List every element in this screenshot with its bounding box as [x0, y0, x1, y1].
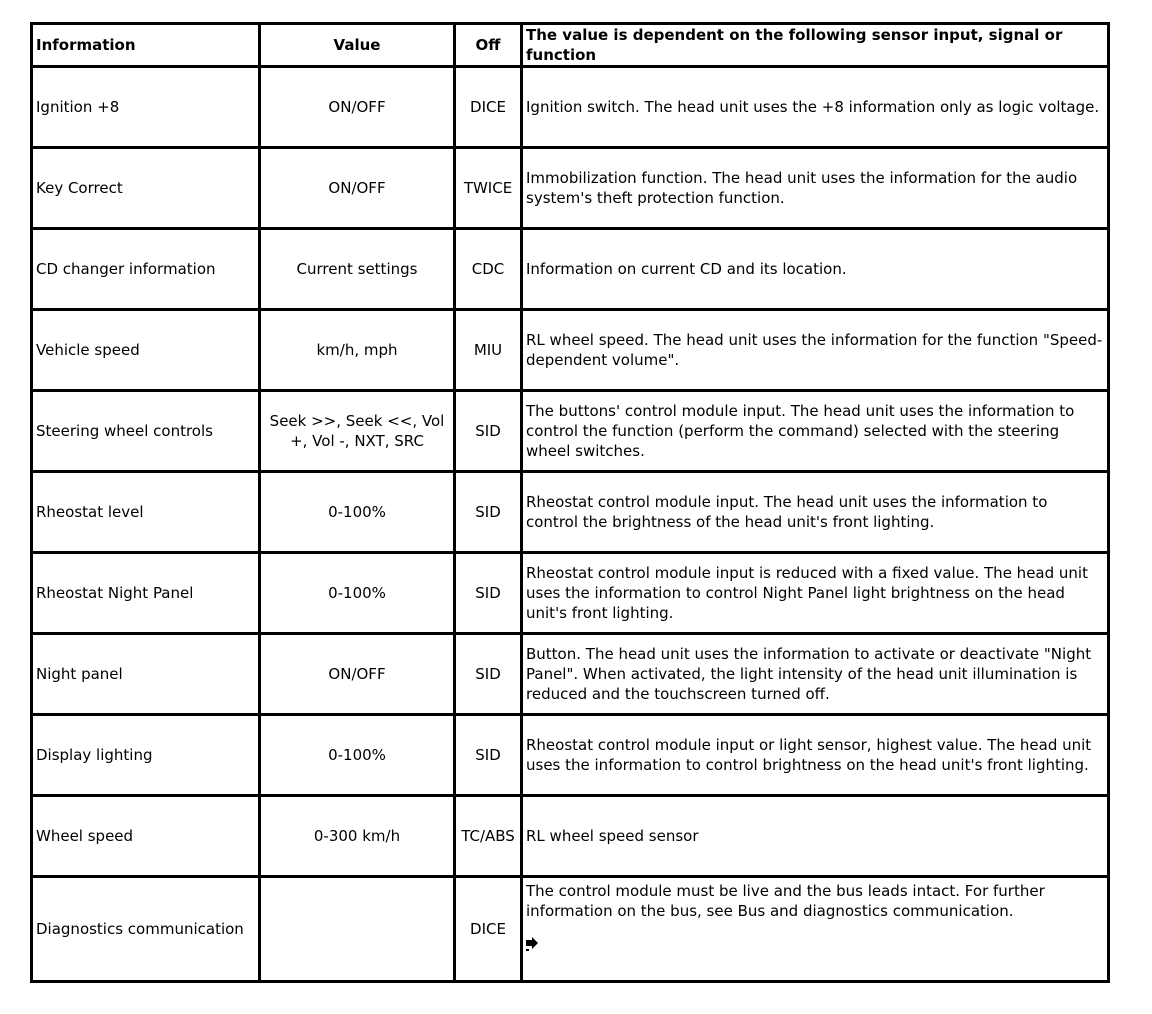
cell-information: Rheostat level: [32, 472, 260, 553]
table-row: [32, 391, 1109, 472]
cell-information: Diagnostics communication: [32, 877, 260, 982]
cell-information: Rheostat Night Panel: [32, 553, 260, 634]
cell-description: Rheostat control module input is reduced with a fixed value. The head unit uses the information to control Night Panel light brightness on the head unit's front lighting.: [522, 553, 1109, 634]
cell-off: SID: [455, 715, 522, 796]
cell-information: Display lighting: [32, 715, 260, 796]
table-row: [32, 634, 1109, 715]
cell-information: Night panel: [32, 634, 260, 715]
cell-off: SID: [455, 391, 522, 472]
cell-information: Steering wheel controls: [32, 391, 260, 472]
cell-description-diagnostics: [522, 877, 1109, 982]
header-off: Off: [455, 24, 522, 67]
cell-off: CDC: [455, 229, 522, 310]
cell-value: km/h, mph: [260, 310, 455, 391]
cell-value: ON/OFF: [260, 148, 455, 229]
cell-off: MIU: [455, 310, 522, 391]
cell-information: Ignition +8: [32, 67, 260, 148]
cell-off: DICE: [455, 877, 522, 982]
cell-information: Wheel speed: [32, 796, 260, 877]
cell-value: 0-100%: [260, 553, 455, 634]
header-information: Information: [32, 24, 260, 67]
table-row: [32, 877, 1109, 982]
cell-description: RL wheel speed sensor: [522, 796, 1109, 877]
header-value: Value: [260, 24, 455, 67]
cell-information: Vehicle speed: [32, 310, 260, 391]
cell-off: SID: [455, 634, 522, 715]
table-row: [32, 310, 1109, 391]
cell-value: Current settings: [260, 229, 455, 310]
cell-value: ON/OFF: [260, 634, 455, 715]
cell-value: [260, 877, 455, 982]
table-row: [32, 715, 1109, 796]
cell-off: DICE: [455, 67, 522, 148]
cell-description: Button. The head unit uses the information to activate or deactivate "Night Panel". When activated, the light intensity of the head unit illumination is reduced and the touchscreen turned off.: [522, 634, 1109, 715]
cell-information: CD changer information: [32, 229, 260, 310]
table-row: [32, 553, 1109, 634]
cell-value: 0-100%: [260, 715, 455, 796]
cell-description: Rheostat control module input. The head unit uses the information to control the brightness of the head unit's front lighting.: [522, 472, 1109, 553]
cell-description: Immobilization function. The head unit uses the information for the audio system's theft protection function.: [522, 148, 1109, 229]
cell-off: SID: [455, 472, 522, 553]
table-row: [32, 148, 1109, 229]
cell-description: Rheostat control module input or light sensor, highest value. The head unit uses the information to control brightness on the head unit's front lighting.: [522, 715, 1109, 796]
cell-value: 0-100%: [260, 472, 455, 553]
cell-off: TWICE: [455, 148, 522, 229]
cell-off: SID: [455, 553, 522, 634]
diagnostics-description-text: The control module must be live and the bus leads intact. For further information on the bus, see Bus and diagnostics communication.: [526, 882, 1045, 920]
cell-value: ON/OFF: [260, 67, 455, 148]
header-description: The value is dependent on the following sensor input, signal or function: [522, 24, 1109, 67]
info-table: [30, 22, 1110, 983]
table-row: [32, 472, 1109, 553]
arrow-link-icon[interactable]: [525, 936, 539, 952]
table-row: [32, 67, 1109, 148]
cell-value: Seek >>, Seek <<, Vol +, Vol -, NXT, SRC: [260, 391, 455, 472]
table-row: [32, 229, 1109, 310]
cell-description: Information on current CD and its location.: [522, 229, 1109, 310]
table-row: [32, 796, 1109, 877]
cell-description: RL wheel speed. The head unit uses the information for the function "Speed-dependent volume".: [522, 310, 1109, 391]
cell-information: Key Correct: [32, 148, 260, 229]
cell-description: The buttons' control module input. The head unit uses the information to control the function (perform the command) selected with the steering wheel switches.: [522, 391, 1109, 472]
cell-off: TC/ABS: [455, 796, 522, 877]
header-row: [32, 24, 1109, 67]
cell-value: 0-300 km/h: [260, 796, 455, 877]
cell-description: Ignition switch. The head unit uses the +8 information only as logic voltage.: [522, 67, 1109, 148]
